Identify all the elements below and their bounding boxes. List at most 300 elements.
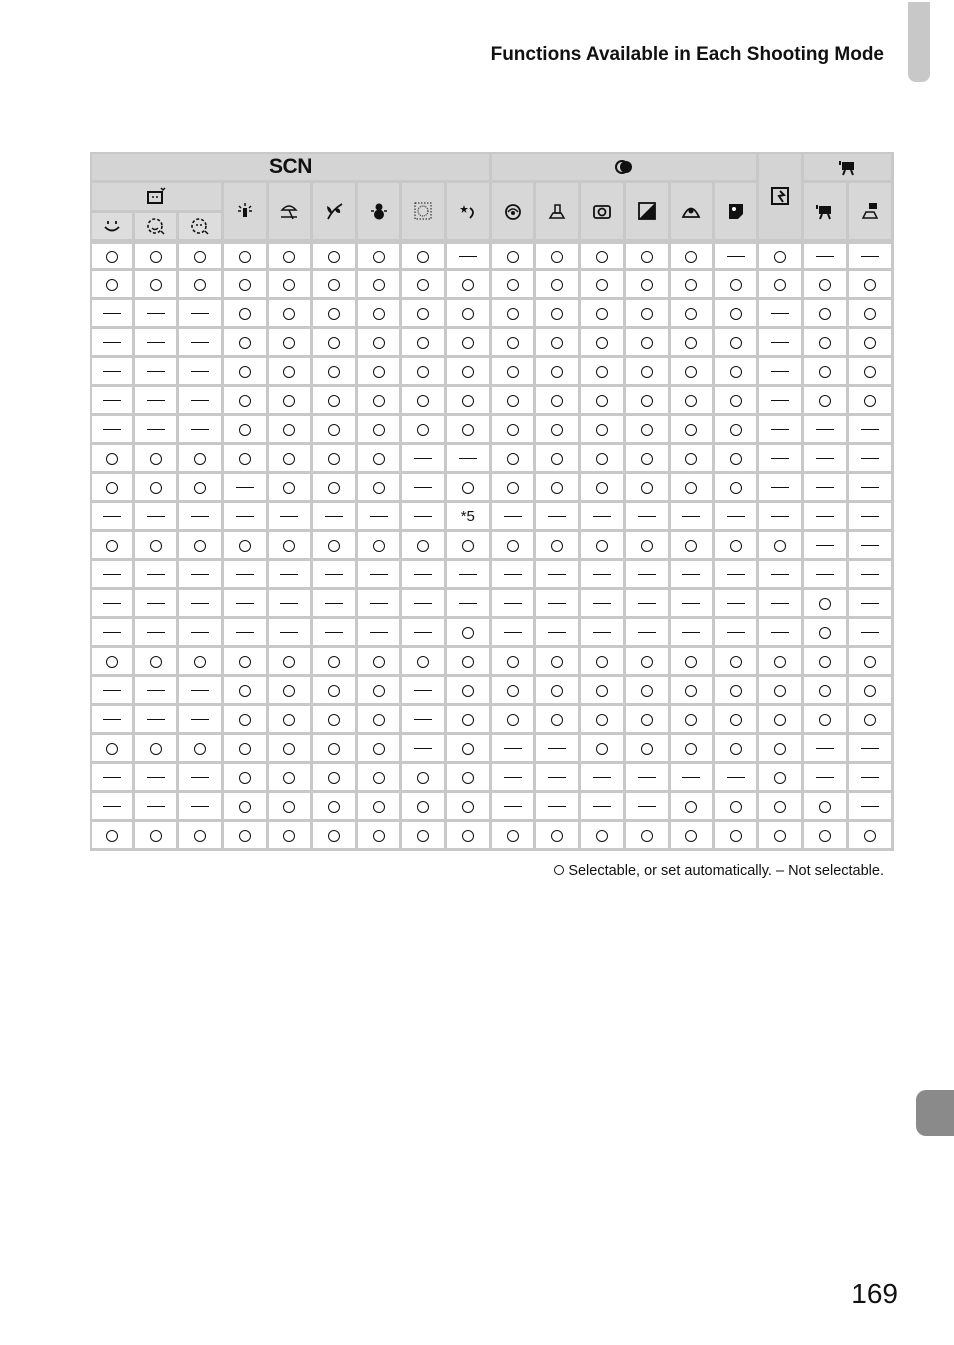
table-cell	[536, 445, 581, 474]
table-cell	[90, 648, 135, 677]
not-selectable-mark	[147, 516, 165, 517]
movie-icon	[838, 158, 858, 176]
table-cell	[715, 329, 759, 358]
table-cell	[269, 474, 313, 503]
table-cell	[581, 677, 625, 706]
table-cell	[581, 735, 625, 764]
selectable-mark	[819, 598, 831, 610]
table-cell	[179, 793, 223, 822]
discreet-header	[759, 152, 804, 242]
selectable-mark	[194, 279, 206, 291]
table-cell	[581, 532, 625, 561]
table-cell	[135, 300, 179, 329]
selectable-mark	[283, 540, 295, 552]
selectable-mark	[283, 830, 295, 842]
table-row	[90, 793, 894, 822]
table-cell	[626, 445, 671, 474]
selectable-mark	[730, 279, 742, 291]
table-cell	[804, 561, 848, 590]
table-cell	[626, 764, 671, 793]
not-selectable-mark	[280, 574, 298, 575]
selectable-mark	[507, 279, 519, 291]
selectable-mark	[774, 685, 786, 697]
table-cell	[90, 735, 135, 764]
table-cell	[135, 242, 179, 271]
table-cell	[492, 590, 536, 619]
selectable-mark	[819, 366, 831, 378]
low-light-icon	[235, 202, 255, 220]
table-cell	[671, 764, 715, 793]
not-selectable-mark	[861, 632, 879, 633]
table-cell	[179, 503, 223, 532]
table-cell	[269, 822, 313, 851]
table-cell	[804, 387, 848, 416]
table-cell	[90, 677, 135, 706]
table-cell	[715, 619, 759, 648]
not-selectable-mark	[682, 574, 700, 575]
table-cell	[492, 561, 536, 590]
selectable-mark	[641, 482, 653, 494]
not-selectable-mark	[816, 256, 834, 257]
not-selectable-mark	[459, 458, 477, 459]
not-selectable-mark	[147, 313, 165, 314]
table-cell	[626, 590, 671, 619]
table-cell	[715, 242, 759, 271]
selectable-mark	[328, 251, 340, 263]
selectable-mark	[373, 830, 385, 842]
selectable-mark	[730, 540, 742, 552]
selectable-mark	[283, 251, 295, 263]
selectable-mark	[730, 656, 742, 668]
table-cell	[759, 387, 804, 416]
not-selectable-mark	[414, 690, 432, 691]
not-selectable-mark	[191, 719, 209, 720]
selectable-mark	[239, 540, 251, 552]
selectable-mark	[641, 453, 653, 465]
table-cell	[402, 822, 446, 851]
fisheye-icon	[503, 202, 523, 220]
table-cell	[581, 242, 625, 271]
table-cell	[269, 329, 313, 358]
table-cell	[715, 648, 759, 677]
selectable-mark	[685, 453, 697, 465]
table-cell	[536, 706, 581, 735]
table-cell	[492, 764, 536, 793]
table-cell	[492, 329, 536, 358]
selectable-mark	[462, 279, 474, 291]
not-selectable-mark	[103, 777, 121, 778]
table-cell	[269, 387, 313, 416]
table-cell	[269, 445, 313, 474]
selectable-mark	[730, 830, 742, 842]
not-selectable-mark	[771, 458, 789, 459]
table-cell	[447, 590, 492, 619]
selectable-mark	[596, 656, 608, 668]
table-cell	[849, 561, 894, 590]
table-cell	[759, 329, 804, 358]
table-cell	[179, 387, 223, 416]
table-cell	[90, 242, 135, 271]
table-row	[90, 329, 894, 358]
table-cell	[224, 416, 269, 445]
table-cell	[804, 648, 848, 677]
table-cell	[135, 503, 179, 532]
table-row	[90, 387, 894, 416]
table-cell	[626, 735, 671, 764]
table-cell	[179, 822, 223, 851]
selectable-mark	[685, 743, 697, 755]
table-cell	[759, 590, 804, 619]
table-row	[90, 648, 894, 677]
table-cell	[536, 764, 581, 793]
miniature-icon	[547, 202, 567, 220]
not-selectable-mark	[103, 429, 121, 430]
selectable-mark	[551, 366, 563, 378]
table-cell	[849, 677, 894, 706]
selectable-mark	[685, 279, 697, 291]
selectable-mark	[596, 251, 608, 263]
selectable-mark	[373, 251, 385, 263]
foliage-icon	[324, 202, 344, 220]
monochrome-header	[626, 183, 671, 242]
selectable-mark	[328, 395, 340, 407]
table-cell	[581, 329, 625, 358]
selectable-mark	[106, 251, 118, 263]
table-cell	[90, 706, 135, 735]
table-cell	[313, 387, 358, 416]
poster-icon	[726, 202, 746, 220]
table-cell	[269, 300, 313, 329]
table-cell	[90, 474, 135, 503]
table-cell	[626, 387, 671, 416]
not-selectable-mark	[191, 632, 209, 633]
not-selectable-mark	[103, 806, 121, 807]
selectable-mark	[417, 424, 429, 436]
not-selectable-mark	[147, 603, 165, 604]
table-cell	[313, 706, 358, 735]
not-selectable-mark	[414, 487, 432, 488]
selectable-mark	[551, 424, 563, 436]
table-cell	[135, 764, 179, 793]
table-cell	[135, 445, 179, 474]
table-cell	[849, 445, 894, 474]
table-cell	[269, 532, 313, 561]
selectable-mark	[150, 830, 162, 842]
not-selectable-mark	[504, 748, 522, 749]
selectable-mark	[328, 482, 340, 494]
table-cell	[492, 358, 536, 387]
selectable-mark	[596, 395, 608, 407]
beach-icon	[279, 202, 299, 220]
table-cell	[849, 300, 894, 329]
not-selectable-mark	[103, 632, 121, 633]
table-cell	[358, 822, 402, 851]
selectable-mark	[685, 251, 697, 263]
selectable-mark	[328, 743, 340, 755]
selectable-mark	[150, 279, 162, 291]
table-cell	[492, 445, 536, 474]
selectable-mark	[328, 801, 340, 813]
table-cell	[90, 300, 135, 329]
table-cell	[402, 503, 446, 532]
table-cell	[224, 329, 269, 358]
table-row	[90, 764, 894, 793]
table-row	[90, 445, 894, 474]
foliage-header	[313, 183, 358, 242]
not-selectable-mark	[593, 574, 611, 575]
discreet-icon	[770, 187, 790, 205]
movie-standard-header	[804, 183, 848, 242]
table-cell	[536, 735, 581, 764]
table-cell	[90, 619, 135, 648]
table-cell	[358, 648, 402, 677]
selectable-mark	[641, 714, 653, 726]
selectable-mark	[373, 279, 385, 291]
not-selectable-mark	[771, 574, 789, 575]
selectable-mark	[328, 279, 340, 291]
selectable-mark	[106, 279, 118, 291]
selectable-mark	[819, 714, 831, 726]
table-cell	[402, 271, 446, 300]
selectable-mark	[462, 627, 474, 639]
table-cell	[849, 648, 894, 677]
wink-self-timer-icon	[146, 217, 166, 235]
table-cell	[804, 532, 848, 561]
selectable-mark	[194, 251, 206, 263]
table-cell	[536, 271, 581, 300]
not-selectable-mark	[638, 603, 656, 604]
table-cell	[90, 329, 135, 358]
selectable-mark	[641, 830, 653, 842]
not-selectable-mark	[727, 777, 745, 778]
selectable-mark	[596, 482, 608, 494]
selectable-mark	[462, 337, 474, 349]
table-cell	[804, 503, 848, 532]
table-cell	[759, 648, 804, 677]
selectable-mark	[641, 540, 653, 552]
selectable-mark	[864, 830, 876, 842]
table-cell	[759, 677, 804, 706]
not-selectable-mark	[861, 777, 879, 778]
selectable-mark	[685, 714, 697, 726]
table-cell	[804, 445, 848, 474]
table-cell	[759, 764, 804, 793]
not-selectable-mark	[191, 516, 209, 517]
table-cell	[671, 677, 715, 706]
selectable-mark	[774, 743, 786, 755]
table-cell	[759, 300, 804, 329]
not-selectable-mark	[816, 574, 834, 575]
table-cell	[804, 793, 848, 822]
table-cell	[90, 822, 135, 851]
selectable-mark	[373, 366, 385, 378]
table-cell	[581, 648, 625, 677]
table-cell	[581, 561, 625, 590]
table-cell	[536, 503, 581, 532]
table-cell	[90, 358, 135, 387]
table-cell	[626, 561, 671, 590]
selectable-mark	[864, 308, 876, 320]
not-selectable-mark	[236, 574, 254, 575]
not-selectable-mark	[191, 690, 209, 691]
selectable-mark	[730, 308, 742, 320]
table-cell	[849, 503, 894, 532]
table-cell	[224, 677, 269, 706]
table-cell	[626, 416, 671, 445]
selectable-mark	[194, 743, 206, 755]
not-selectable-mark	[727, 256, 745, 257]
selectable-mark	[685, 366, 697, 378]
beach-header	[269, 183, 313, 242]
table-cell	[759, 474, 804, 503]
not-selectable-mark	[414, 632, 432, 633]
selectable-mark	[864, 366, 876, 378]
selectable-mark	[283, 337, 295, 349]
not-selectable-mark	[861, 458, 879, 459]
not-selectable-mark	[638, 516, 656, 517]
selectable-mark	[864, 714, 876, 726]
not-selectable-mark	[727, 632, 745, 633]
table-row	[90, 735, 894, 764]
not-selectable-mark	[682, 516, 700, 517]
smile-header	[90, 213, 135, 242]
table-cell	[269, 648, 313, 677]
selectable-mark	[774, 251, 786, 263]
not-selectable-mark	[147, 777, 165, 778]
table-cell	[447, 677, 492, 706]
table-cell	[492, 387, 536, 416]
table-row	[90, 300, 894, 329]
table-cell	[492, 242, 536, 271]
table-cell	[179, 358, 223, 387]
selectable-mark	[239, 714, 251, 726]
table-cell	[759, 561, 804, 590]
table-cell	[358, 590, 402, 619]
table-cell	[224, 590, 269, 619]
selectable-mark	[774, 830, 786, 842]
selectable-mark	[462, 424, 474, 436]
table-cell	[804, 590, 848, 619]
selectable-mark	[417, 540, 429, 552]
selectable-mark	[685, 801, 697, 813]
table-cell	[536, 677, 581, 706]
table-cell	[804, 416, 848, 445]
selectable-mark	[507, 395, 519, 407]
table-cell	[626, 706, 671, 735]
table-cell	[224, 619, 269, 648]
table-cell	[715, 532, 759, 561]
not-selectable-mark	[147, 632, 165, 633]
legend-text: Selectable, or set automatically. – Not selectable.	[568, 863, 884, 879]
table-cell	[135, 706, 179, 735]
selectable-mark	[462, 656, 474, 668]
table-cell	[269, 590, 313, 619]
selectable-mark	[596, 743, 608, 755]
snow-icon	[369, 202, 389, 220]
table-cell	[313, 764, 358, 793]
table-cell	[671, 445, 715, 474]
table-cell	[804, 329, 848, 358]
not-selectable-mark	[816, 777, 834, 778]
table-cell	[804, 764, 848, 793]
table-cell	[581, 416, 625, 445]
table-cell	[135, 619, 179, 648]
table-cell	[715, 416, 759, 445]
not-selectable-mark	[593, 806, 611, 807]
table-cell	[447, 300, 492, 329]
not-selectable-mark	[191, 574, 209, 575]
selectable-mark	[328, 366, 340, 378]
selectable-mark	[819, 279, 831, 291]
not-selectable-mark	[816, 545, 834, 546]
table-cell	[849, 735, 894, 764]
table-cell	[313, 561, 358, 590]
not-selectable-mark	[414, 516, 432, 517]
selectable-mark	[373, 685, 385, 697]
table-cell	[313, 677, 358, 706]
table-cell	[135, 329, 179, 358]
selectable-mark	[106, 453, 118, 465]
table-cell	[269, 358, 313, 387]
selectable-mark	[596, 714, 608, 726]
not-selectable-mark	[280, 516, 298, 517]
selectable-mark	[106, 482, 118, 494]
not-selectable-mark	[147, 574, 165, 575]
not-selectable-mark	[861, 603, 879, 604]
table-cell	[715, 706, 759, 735]
table-cell	[269, 735, 313, 764]
selectable-mark	[194, 482, 206, 494]
table-cell	[492, 619, 536, 648]
selectable-mark	[774, 279, 786, 291]
table-cell	[179, 764, 223, 793]
table-cell	[179, 706, 223, 735]
selectable-mark	[328, 424, 340, 436]
selectable-mark	[596, 453, 608, 465]
selectable-mark	[239, 830, 251, 842]
selectable-mark	[239, 395, 251, 407]
table-cell	[90, 445, 135, 474]
table-cell	[759, 619, 804, 648]
not-selectable-mark	[548, 632, 566, 633]
selectable-mark	[507, 482, 519, 494]
selectable-mark	[641, 743, 653, 755]
not-selectable-mark	[771, 429, 789, 430]
selectable-mark	[283, 366, 295, 378]
table-cell	[179, 590, 223, 619]
table-cell	[626, 474, 671, 503]
table-cell	[581, 793, 625, 822]
table-cell	[224, 358, 269, 387]
selectable-mark	[507, 453, 519, 465]
selectable-mark	[596, 830, 608, 842]
selectable-mark	[462, 801, 474, 813]
not-selectable-mark	[103, 342, 121, 343]
not-selectable-mark	[147, 429, 165, 430]
not-selectable-mark	[727, 574, 745, 575]
face-timer-header	[179, 213, 223, 242]
not-selectable-mark	[816, 487, 834, 488]
table-cell	[715, 387, 759, 416]
not-selectable-mark	[147, 719, 165, 720]
selectable-mark	[239, 337, 251, 349]
table-cell	[269, 503, 313, 532]
table-cell	[492, 735, 536, 764]
not-selectable-mark	[370, 632, 388, 633]
table-cell	[849, 590, 894, 619]
not-selectable-mark	[638, 806, 656, 807]
table-cell	[492, 416, 536, 445]
